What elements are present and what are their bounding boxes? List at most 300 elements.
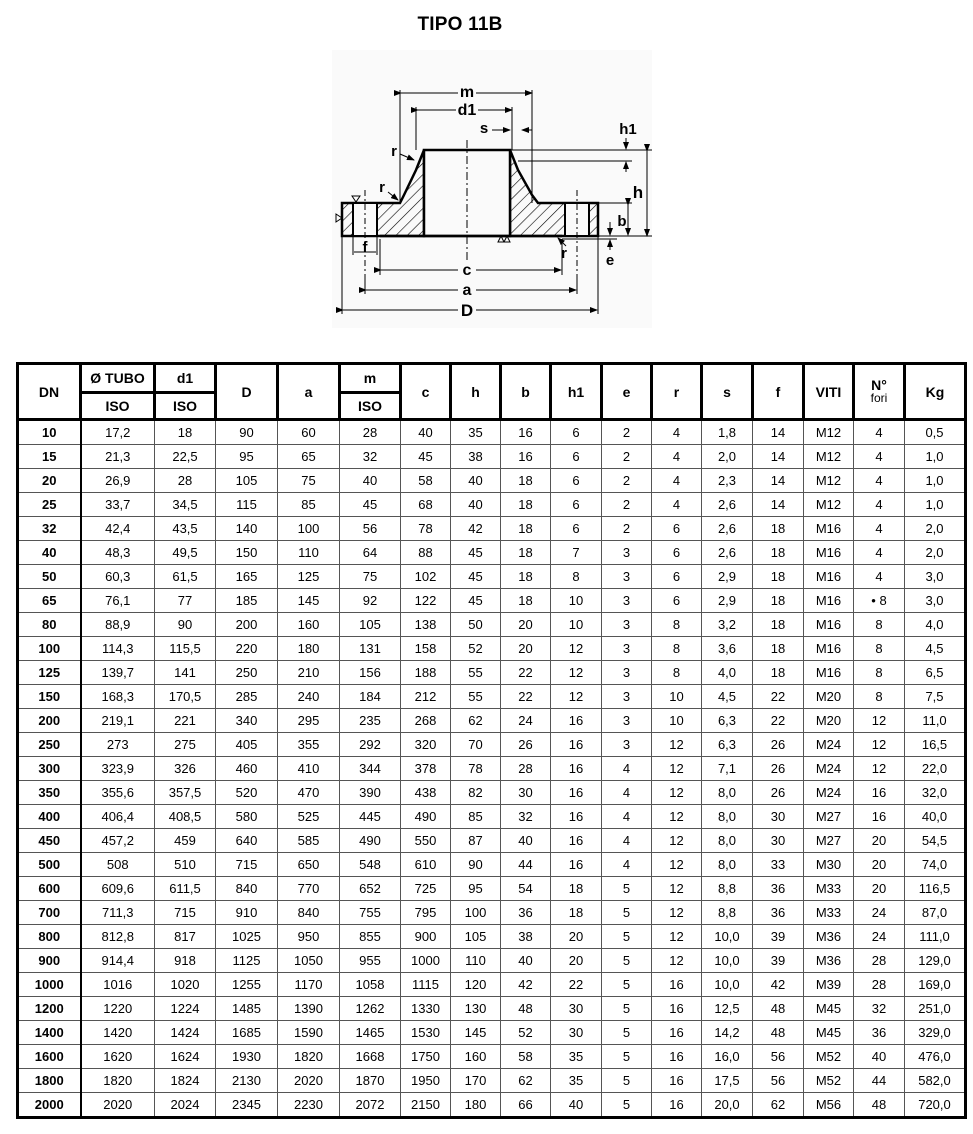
cell-c: 550 bbox=[401, 829, 451, 853]
flange-technical-drawing bbox=[332, 50, 652, 328]
header-c: c bbox=[401, 364, 451, 420]
header-b: b bbox=[501, 364, 551, 420]
cell-e: 3 bbox=[602, 685, 652, 709]
cell-e: 2 bbox=[602, 420, 652, 445]
svg-text:b: b bbox=[617, 213, 627, 230]
cell-b: 18 bbox=[501, 469, 551, 493]
table-row bbox=[18, 949, 966, 973]
cell-f: 14 bbox=[753, 493, 804, 517]
cell-c: 795 bbox=[401, 901, 451, 925]
cell-s: 8,0 bbox=[702, 829, 753, 853]
cell-viti: M12 bbox=[804, 420, 854, 445]
cell-d1: 1020 bbox=[155, 973, 216, 997]
cell-r: 8 bbox=[652, 661, 702, 685]
cell-m: 1465 bbox=[340, 1021, 401, 1045]
cell-a: 1390 bbox=[278, 997, 340, 1021]
cell-r: 6 bbox=[652, 565, 702, 589]
cell-h1: 16 bbox=[551, 709, 602, 733]
svg-text:d1: d1 bbox=[457, 102, 477, 119]
cell-e: 3 bbox=[602, 565, 652, 589]
cell-nfori: 24 bbox=[854, 925, 905, 949]
cell-b: 16 bbox=[501, 445, 551, 469]
table-row bbox=[18, 517, 966, 541]
cell-s: 8,0 bbox=[702, 781, 753, 805]
cell-h1: 12 bbox=[551, 661, 602, 685]
cell-viti: M16 bbox=[804, 637, 854, 661]
cell-viti: M16 bbox=[804, 541, 854, 565]
cell-h: 35 bbox=[451, 420, 501, 445]
cell-c: 212 bbox=[401, 685, 451, 709]
cell-viti: M12 bbox=[804, 469, 854, 493]
header-viti: VITI bbox=[804, 364, 854, 420]
svg-text:f: f bbox=[362, 239, 368, 256]
table-row bbox=[18, 901, 966, 925]
cell-d1: 715 bbox=[155, 901, 216, 925]
cell-f: 26 bbox=[753, 781, 804, 805]
cell-h: 40 bbox=[451, 493, 501, 517]
cell-d1: 918 bbox=[155, 949, 216, 973]
cell-d1: 326 bbox=[155, 757, 216, 781]
cell-dn: 1400 bbox=[18, 1021, 81, 1045]
cell-kg: 129,0 bbox=[905, 949, 966, 973]
cell-kg: 1,0 bbox=[905, 493, 966, 517]
cell-a: 160 bbox=[278, 613, 340, 637]
cell-a: 650 bbox=[278, 853, 340, 877]
cell-nfori: 4 bbox=[854, 469, 905, 493]
cell-kg: 4,0 bbox=[905, 613, 966, 637]
cell-b: 18 bbox=[501, 541, 551, 565]
cell-f: 14 bbox=[753, 469, 804, 493]
cell-D: 150 bbox=[216, 541, 278, 565]
cell-tubo: 60,3 bbox=[81, 565, 155, 589]
cell-b: 18 bbox=[501, 589, 551, 613]
cell-tubo: 1420 bbox=[81, 1021, 155, 1045]
cell-kg: 1,0 bbox=[905, 445, 966, 469]
header-m: m bbox=[340, 364, 401, 393]
cell-f: 56 bbox=[753, 1069, 804, 1093]
cell-h: 55 bbox=[451, 661, 501, 685]
cell-b: 30 bbox=[501, 781, 551, 805]
cell-nfori: 8 bbox=[854, 661, 905, 685]
cell-f: 30 bbox=[753, 829, 804, 853]
cell-m: 548 bbox=[340, 853, 401, 877]
cell-viti: M24 bbox=[804, 781, 854, 805]
table-body bbox=[18, 420, 966, 1118]
cell-h: 45 bbox=[451, 541, 501, 565]
cell-a: 295 bbox=[278, 709, 340, 733]
cell-r: 12 bbox=[652, 901, 702, 925]
cell-dn: 900 bbox=[18, 949, 81, 973]
cell-tubo: 914,4 bbox=[81, 949, 155, 973]
cell-h1: 16 bbox=[551, 853, 602, 877]
cell-dn: 350 bbox=[18, 781, 81, 805]
cell-h: 38 bbox=[451, 445, 501, 469]
cell-viti: M33 bbox=[804, 877, 854, 901]
cell-nfori: 12 bbox=[854, 757, 905, 781]
cell-s: 4,5 bbox=[702, 685, 753, 709]
cell-e: 2 bbox=[602, 445, 652, 469]
cell-viti: M20 bbox=[804, 709, 854, 733]
cell-h1: 40 bbox=[551, 1093, 602, 1118]
cell-m: 755 bbox=[340, 901, 401, 925]
cell-b: 40 bbox=[501, 949, 551, 973]
cell-d1: 1824 bbox=[155, 1069, 216, 1093]
svg-text:h: h bbox=[632, 183, 644, 202]
cell-c: 490 bbox=[401, 805, 451, 829]
svg-text:r: r bbox=[391, 143, 397, 160]
cell-kg: 74,0 bbox=[905, 853, 966, 877]
cell-b: 20 bbox=[501, 613, 551, 637]
cell-s: 3,6 bbox=[702, 637, 753, 661]
cell-m: 28 bbox=[340, 420, 401, 445]
cell-viti: M16 bbox=[804, 613, 854, 637]
cell-h1: 10 bbox=[551, 613, 602, 637]
cell-tubo: 33,7 bbox=[81, 493, 155, 517]
cell-D: 140 bbox=[216, 517, 278, 541]
cell-dn: 80 bbox=[18, 613, 81, 637]
cell-h1: 22 bbox=[551, 973, 602, 997]
cell-b: 62 bbox=[501, 1069, 551, 1093]
cell-e: 3 bbox=[602, 661, 652, 685]
cell-c: 610 bbox=[401, 853, 451, 877]
table-header bbox=[18, 364, 966, 420]
cell-dn: 600 bbox=[18, 877, 81, 901]
cell-tubo: 26,9 bbox=[81, 469, 155, 493]
cell-r: 12 bbox=[652, 805, 702, 829]
cell-h1: 20 bbox=[551, 949, 602, 973]
cell-kg: 720,0 bbox=[905, 1093, 966, 1118]
table-row bbox=[18, 973, 966, 997]
cell-d1: 34,5 bbox=[155, 493, 216, 517]
cell-s: 4,0 bbox=[702, 661, 753, 685]
cell-nfori: 40 bbox=[854, 1045, 905, 1069]
svg-text:a: a bbox=[462, 282, 472, 299]
cell-kg: 111,0 bbox=[905, 925, 966, 949]
cell-dn: 1000 bbox=[18, 973, 81, 997]
cell-f: 18 bbox=[753, 661, 804, 685]
cell-s: 10,0 bbox=[702, 973, 753, 997]
cell-tubo: 219,1 bbox=[81, 709, 155, 733]
cell-tubo: 114,3 bbox=[81, 637, 155, 661]
cell-d1: 90 bbox=[155, 613, 216, 637]
table-row bbox=[18, 445, 966, 469]
cell-b: 38 bbox=[501, 925, 551, 949]
table-row bbox=[18, 997, 966, 1021]
flange-cross-section-svg bbox=[332, 50, 652, 328]
cell-a: 1050 bbox=[278, 949, 340, 973]
cell-kg: 6,5 bbox=[905, 661, 966, 685]
cell-m: 184 bbox=[340, 685, 401, 709]
cell-a: 75 bbox=[278, 469, 340, 493]
cell-f: 48 bbox=[753, 997, 804, 1021]
table-row bbox=[18, 1069, 966, 1093]
cell-viti: M12 bbox=[804, 493, 854, 517]
cell-s: 17,5 bbox=[702, 1069, 753, 1093]
cell-f: 48 bbox=[753, 1021, 804, 1045]
cell-r: 4 bbox=[652, 493, 702, 517]
cell-c: 188 bbox=[401, 661, 451, 685]
cell-kg: 169,0 bbox=[905, 973, 966, 997]
cell-s: 2,6 bbox=[702, 517, 753, 541]
cell-h: 160 bbox=[451, 1045, 501, 1069]
header-nfori-line1: N° bbox=[871, 376, 887, 393]
cell-h: 40 bbox=[451, 469, 501, 493]
cell-h: 42 bbox=[451, 517, 501, 541]
cell-b: 40 bbox=[501, 829, 551, 853]
cell-viti: M45 bbox=[804, 997, 854, 1021]
cell-b: 52 bbox=[501, 1021, 551, 1045]
page-title: TIPO 11B bbox=[417, 14, 503, 35]
cell-m: 344 bbox=[340, 757, 401, 781]
cell-viti: M27 bbox=[804, 805, 854, 829]
table-row bbox=[18, 781, 966, 805]
cell-m: 156 bbox=[340, 661, 401, 685]
cell-h1: 30 bbox=[551, 997, 602, 1021]
header-m-iso: ISO bbox=[340, 393, 401, 420]
cell-d1: 2024 bbox=[155, 1093, 216, 1118]
cell-h1: 16 bbox=[551, 805, 602, 829]
cell-r: 12 bbox=[652, 733, 702, 757]
cell-D: 2130 bbox=[216, 1069, 278, 1093]
cell-kg: 251,0 bbox=[905, 997, 966, 1021]
cell-kg: 3,0 bbox=[905, 589, 966, 613]
cell-nfori: 4 bbox=[854, 420, 905, 445]
cell-a: 210 bbox=[278, 661, 340, 685]
cell-tubo: 1220 bbox=[81, 997, 155, 1021]
flange-dimensions-table bbox=[16, 362, 967, 1119]
cell-a: 240 bbox=[278, 685, 340, 709]
cell-r: 12 bbox=[652, 925, 702, 949]
cell-m: 40 bbox=[340, 469, 401, 493]
table-row bbox=[18, 469, 966, 493]
cell-r: 6 bbox=[652, 589, 702, 613]
cell-c: 1000 bbox=[401, 949, 451, 973]
cell-tubo: 139,7 bbox=[81, 661, 155, 685]
cell-nfori: 4 bbox=[854, 517, 905, 541]
cell-D: 715 bbox=[216, 853, 278, 877]
cell-f: 18 bbox=[753, 541, 804, 565]
cell-s: 8,8 bbox=[702, 877, 753, 901]
svg-text:m: m bbox=[459, 84, 475, 101]
cell-viti: M36 bbox=[804, 925, 854, 949]
cell-h1: 6 bbox=[551, 517, 602, 541]
cell-s: 20,0 bbox=[702, 1093, 753, 1118]
cell-h: 145 bbox=[451, 1021, 501, 1045]
cell-e: 2 bbox=[602, 469, 652, 493]
cell-m: 131 bbox=[340, 637, 401, 661]
cell-c: 58 bbox=[401, 469, 451, 493]
cell-b: 44 bbox=[501, 853, 551, 877]
cell-D: 1485 bbox=[216, 997, 278, 1021]
cell-r: 12 bbox=[652, 757, 702, 781]
cell-f: 56 bbox=[753, 1045, 804, 1069]
cell-d1: 61,5 bbox=[155, 565, 216, 589]
cell-r: 8 bbox=[652, 613, 702, 637]
cell-tubo: 76,1 bbox=[81, 589, 155, 613]
cell-tubo: 273 bbox=[81, 733, 155, 757]
cell-s: 2,3 bbox=[702, 469, 753, 493]
cell-f: 22 bbox=[753, 685, 804, 709]
cell-nfori: • 8 bbox=[854, 589, 905, 613]
cell-a: 125 bbox=[278, 565, 340, 589]
cell-dn: 1800 bbox=[18, 1069, 81, 1093]
cell-a: 525 bbox=[278, 805, 340, 829]
cell-b: 28 bbox=[501, 757, 551, 781]
cell-e: 3 bbox=[602, 541, 652, 565]
cell-D: 285 bbox=[216, 685, 278, 709]
svg-text:s: s bbox=[479, 120, 489, 137]
cell-r: 6 bbox=[652, 541, 702, 565]
cell-dn: 200 bbox=[18, 709, 81, 733]
cell-h: 95 bbox=[451, 877, 501, 901]
cell-dn: 65 bbox=[18, 589, 81, 613]
cell-nfori: 28 bbox=[854, 949, 905, 973]
cell-kg: 87,0 bbox=[905, 901, 966, 925]
cell-kg: 2,0 bbox=[905, 541, 966, 565]
cell-e: 5 bbox=[602, 925, 652, 949]
cell-dn: 400 bbox=[18, 805, 81, 829]
cell-d1: 115,5 bbox=[155, 637, 216, 661]
cell-h1: 6 bbox=[551, 469, 602, 493]
cell-a: 1170 bbox=[278, 973, 340, 997]
svg-text:h1: h1 bbox=[619, 121, 637, 138]
cell-s: 10,0 bbox=[702, 925, 753, 949]
cell-dn: 1200 bbox=[18, 997, 81, 1021]
cell-h1: 30 bbox=[551, 1021, 602, 1045]
cell-r: 16 bbox=[652, 1021, 702, 1045]
cell-dn: 40 bbox=[18, 541, 81, 565]
cell-h: 90 bbox=[451, 853, 501, 877]
cell-f: 18 bbox=[753, 517, 804, 541]
cell-a: 950 bbox=[278, 925, 340, 949]
cell-a: 180 bbox=[278, 637, 340, 661]
cell-viti: M16 bbox=[804, 565, 854, 589]
header-nfori bbox=[854, 364, 905, 420]
header-s: s bbox=[702, 364, 753, 420]
cell-b: 22 bbox=[501, 661, 551, 685]
cell-D: 520 bbox=[216, 781, 278, 805]
cell-b: 54 bbox=[501, 877, 551, 901]
cell-D: 250 bbox=[216, 661, 278, 685]
cell-s: 10,0 bbox=[702, 949, 753, 973]
cell-c: 78 bbox=[401, 517, 451, 541]
cell-kg: 54,5 bbox=[905, 829, 966, 853]
cell-c: 438 bbox=[401, 781, 451, 805]
cell-D: 90 bbox=[216, 420, 278, 445]
cell-a: 110 bbox=[278, 541, 340, 565]
cell-m: 445 bbox=[340, 805, 401, 829]
header-tubo: Ø TUBO bbox=[81, 364, 155, 393]
cell-tubo: 1016 bbox=[81, 973, 155, 997]
cell-s: 6,3 bbox=[702, 709, 753, 733]
cell-f: 14 bbox=[753, 445, 804, 469]
cell-dn: 10 bbox=[18, 420, 81, 445]
cell-s: 3,2 bbox=[702, 613, 753, 637]
cell-f: 42 bbox=[753, 973, 804, 997]
cell-m: 1668 bbox=[340, 1045, 401, 1069]
cell-f: 36 bbox=[753, 901, 804, 925]
cell-c: 122 bbox=[401, 589, 451, 613]
cell-h1: 35 bbox=[551, 1045, 602, 1069]
cell-s: 2,6 bbox=[702, 541, 753, 565]
cell-m: 292 bbox=[340, 733, 401, 757]
cell-D: 1685 bbox=[216, 1021, 278, 1045]
cell-s: 8,8 bbox=[702, 901, 753, 925]
cell-tubo: 48,3 bbox=[81, 541, 155, 565]
header-dn: DN bbox=[18, 364, 81, 420]
cell-h: 105 bbox=[451, 925, 501, 949]
cell-b: 48 bbox=[501, 997, 551, 1021]
cell-d1: 408,5 bbox=[155, 805, 216, 829]
cell-viti: M16 bbox=[804, 517, 854, 541]
cell-kg: 3,0 bbox=[905, 565, 966, 589]
cell-D: 220 bbox=[216, 637, 278, 661]
cell-h: 78 bbox=[451, 757, 501, 781]
cell-d1: 170,5 bbox=[155, 685, 216, 709]
cell-e: 4 bbox=[602, 805, 652, 829]
cell-h: 100 bbox=[451, 901, 501, 925]
cell-d1: 1624 bbox=[155, 1045, 216, 1069]
cell-viti: M36 bbox=[804, 949, 854, 973]
cell-nfori: 4 bbox=[854, 445, 905, 469]
cell-r: 10 bbox=[652, 709, 702, 733]
cell-kg: 11,0 bbox=[905, 709, 966, 733]
cell-r: 4 bbox=[652, 469, 702, 493]
header-d1-iso: ISO bbox=[155, 393, 216, 420]
cell-a: 145 bbox=[278, 589, 340, 613]
cell-D: 185 bbox=[216, 589, 278, 613]
cell-dn: 100 bbox=[18, 637, 81, 661]
cell-r: 8 bbox=[652, 637, 702, 661]
cell-e: 3 bbox=[602, 733, 652, 757]
cell-tubo: 711,3 bbox=[81, 901, 155, 925]
cell-h1: 18 bbox=[551, 901, 602, 925]
cell-viti: M12 bbox=[804, 445, 854, 469]
cell-h1: 35 bbox=[551, 1069, 602, 1093]
cell-e: 5 bbox=[602, 901, 652, 925]
cell-h1: 12 bbox=[551, 685, 602, 709]
cell-tubo: 17,2 bbox=[81, 420, 155, 445]
cell-viti: M20 bbox=[804, 685, 854, 709]
cell-e: 5 bbox=[602, 1021, 652, 1045]
cell-h1: 12 bbox=[551, 637, 602, 661]
cell-nfori: 4 bbox=[854, 565, 905, 589]
header-e: e bbox=[602, 364, 652, 420]
cell-nfori: 8 bbox=[854, 685, 905, 709]
cell-a: 100 bbox=[278, 517, 340, 541]
svg-text:r: r bbox=[561, 245, 567, 262]
header-a: a bbox=[278, 364, 340, 420]
cell-r: 12 bbox=[652, 829, 702, 853]
cell-b: 36 bbox=[501, 901, 551, 925]
cell-m: 955 bbox=[340, 949, 401, 973]
table-row bbox=[18, 805, 966, 829]
cell-h1: 18 bbox=[551, 877, 602, 901]
cell-e: 3 bbox=[602, 613, 652, 637]
cell-kg: 32,0 bbox=[905, 781, 966, 805]
cell-m: 92 bbox=[340, 589, 401, 613]
table-row bbox=[18, 709, 966, 733]
cell-d1: 1224 bbox=[155, 997, 216, 1021]
header-kg: Kg bbox=[905, 364, 966, 420]
cell-tubo: 323,9 bbox=[81, 757, 155, 781]
cell-e: 4 bbox=[602, 781, 652, 805]
cell-d1: 43,5 bbox=[155, 517, 216, 541]
cell-kg: 582,0 bbox=[905, 1069, 966, 1093]
cell-m: 1262 bbox=[340, 997, 401, 1021]
cell-m: 652 bbox=[340, 877, 401, 901]
cell-r: 6 bbox=[652, 517, 702, 541]
